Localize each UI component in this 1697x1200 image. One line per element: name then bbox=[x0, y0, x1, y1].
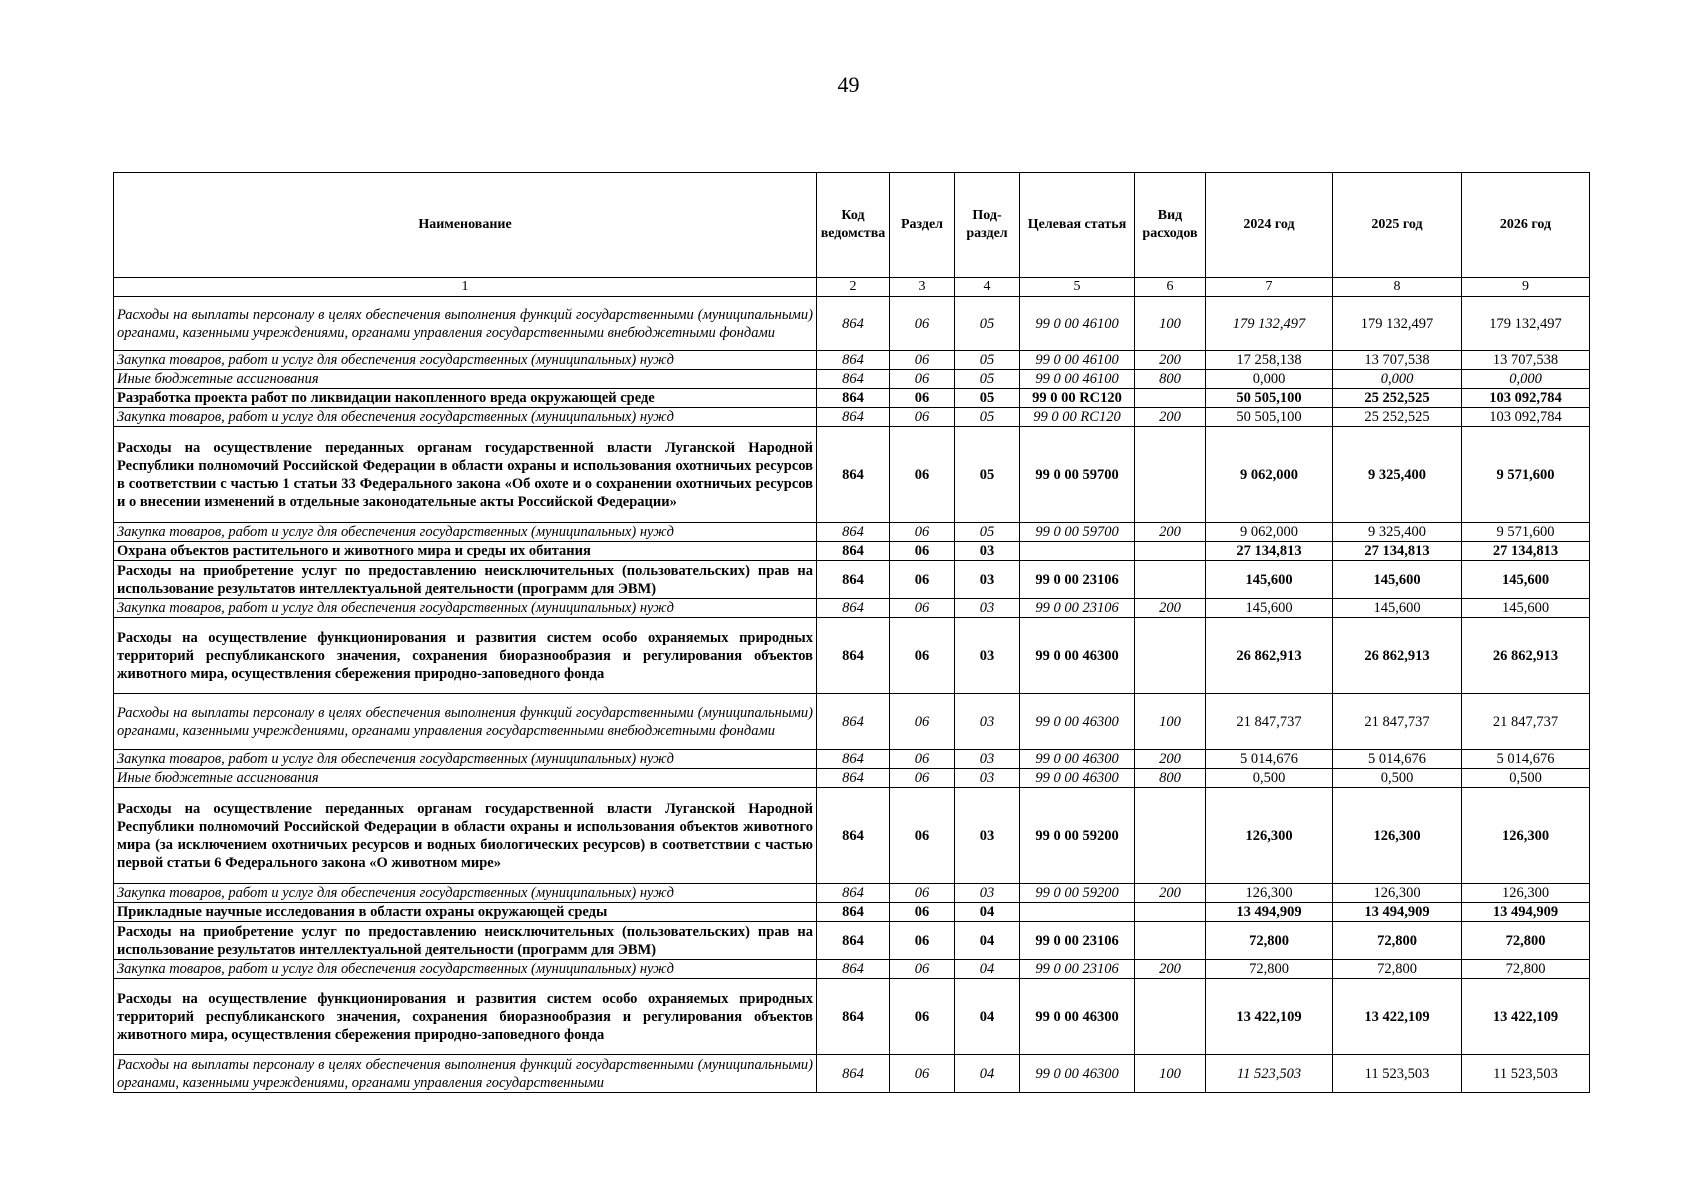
row-value-2024: 9 062,000 bbox=[1206, 427, 1333, 523]
row-vid: 800 bbox=[1135, 370, 1206, 389]
row-code: 864 bbox=[817, 788, 890, 884]
row-value-2026: 13 494,909 bbox=[1462, 903, 1590, 922]
table-row bbox=[114, 884, 1590, 903]
table-row bbox=[114, 618, 1590, 694]
row-vid bbox=[1135, 542, 1206, 561]
table-row bbox=[114, 769, 1590, 788]
row-code: 864 bbox=[817, 408, 890, 427]
column-number-row bbox=[114, 278, 1590, 297]
row-vid: 200 bbox=[1135, 351, 1206, 370]
row-value-2025: 126,300 bbox=[1333, 788, 1462, 884]
row-code: 864 bbox=[817, 618, 890, 694]
row-razdel: 06 bbox=[890, 922, 955, 960]
row-value-2024: 9 062,000 bbox=[1206, 523, 1333, 542]
row-podrazdel: 04 bbox=[955, 960, 1020, 979]
row-vid: 100 bbox=[1135, 694, 1206, 750]
row-code: 864 bbox=[817, 561, 890, 599]
row-target: 99 0 00 46300 bbox=[1020, 694, 1135, 750]
row-razdel: 06 bbox=[890, 523, 955, 542]
row-target: 99 0 00 46100 bbox=[1020, 370, 1135, 389]
row-value-2024: 72,800 bbox=[1206, 922, 1333, 960]
row-podrazdel: 03 bbox=[955, 599, 1020, 618]
row-podrazdel: 05 bbox=[955, 370, 1020, 389]
table-row bbox=[114, 370, 1590, 389]
row-value-2025: 13 422,109 bbox=[1333, 979, 1462, 1055]
table-row bbox=[114, 389, 1590, 408]
column-number: 6 bbox=[1135, 278, 1206, 297]
row-vid: 200 bbox=[1135, 750, 1206, 769]
column-number: 8 bbox=[1333, 278, 1462, 297]
header-name: Наименование bbox=[114, 173, 817, 278]
row-value-2026: 145,600 bbox=[1462, 599, 1590, 618]
row-target: 99 0 00 46300 bbox=[1020, 769, 1135, 788]
row-razdel: 06 bbox=[890, 427, 955, 523]
row-razdel: 06 bbox=[890, 750, 955, 769]
row-razdel: 06 bbox=[890, 788, 955, 884]
row-vid bbox=[1135, 561, 1206, 599]
row-razdel: 06 bbox=[890, 769, 955, 788]
row-code: 864 bbox=[817, 523, 890, 542]
row-podrazdel: 05 bbox=[955, 389, 1020, 408]
row-code: 864 bbox=[817, 542, 890, 561]
row-vid bbox=[1135, 903, 1206, 922]
row-podrazdel: 05 bbox=[955, 523, 1020, 542]
row-target: 99 0 00 23106 bbox=[1020, 960, 1135, 979]
row-target: 99 0 00 46300 bbox=[1020, 618, 1135, 694]
row-value-2024: 50 505,100 bbox=[1206, 389, 1333, 408]
row-podrazdel: 04 bbox=[955, 903, 1020, 922]
row-razdel: 06 bbox=[890, 960, 955, 979]
row-podrazdel: 03 bbox=[955, 542, 1020, 561]
row-value-2024: 72,800 bbox=[1206, 960, 1333, 979]
row-vid: 200 bbox=[1135, 960, 1206, 979]
row-value-2025: 145,600 bbox=[1333, 599, 1462, 618]
row-razdel: 06 bbox=[890, 903, 955, 922]
row-name: Закупка товаров, работ и услуг для обеспечения государственных (муниципальных) нужд bbox=[114, 960, 817, 979]
row-value-2026: 13 707,538 bbox=[1462, 351, 1590, 370]
row-razdel: 06 bbox=[890, 297, 955, 351]
row-razdel: 06 bbox=[890, 599, 955, 618]
row-name: Расходы на выплаты персоналу в целях обеспечения выполнения функций государственными (муниципальными) органами, казенными учреждениями, органами управления государственными внебюджетными фондами bbox=[114, 297, 817, 351]
header-vid: Вид расходов bbox=[1135, 173, 1206, 278]
row-value-2024: 26 862,913 bbox=[1206, 618, 1333, 694]
row-value-2024: 27 134,813 bbox=[1206, 542, 1333, 561]
row-podrazdel: 03 bbox=[955, 769, 1020, 788]
row-value-2025: 27 134,813 bbox=[1333, 542, 1462, 561]
row-podrazdel: 05 bbox=[955, 427, 1020, 523]
row-value-2024: 50 505,100 bbox=[1206, 408, 1333, 427]
column-number: 7 bbox=[1206, 278, 1333, 297]
column-number: 1 bbox=[114, 278, 817, 297]
row-value-2026: 0,500 bbox=[1462, 769, 1590, 788]
row-value-2026: 72,800 bbox=[1462, 960, 1590, 979]
budget-table bbox=[113, 172, 1590, 1093]
row-name: Прикладные научные исследования в области охраны окружающей среды bbox=[114, 903, 817, 922]
table-row bbox=[114, 542, 1590, 561]
row-name: Расходы на осуществление переданных органам государственной власти Луганской Народной Республики полномочий Российской Федерации в области охраны и использования объектов животного мира (за исключением охотничьих ресурсов и водных биологических ресурсов) в соответствии с частью первой статьи 6 Федерального закона «О животном мире» bbox=[114, 788, 817, 884]
row-target bbox=[1020, 542, 1135, 561]
row-value-2026: 72,800 bbox=[1462, 922, 1590, 960]
row-value-2024: 13 494,909 bbox=[1206, 903, 1333, 922]
row-code: 864 bbox=[817, 599, 890, 618]
row-vid: 100 bbox=[1135, 297, 1206, 351]
row-value-2024: 0,500 bbox=[1206, 769, 1333, 788]
row-vid: 800 bbox=[1135, 769, 1206, 788]
row-name: Закупка товаров, работ и услуг для обеспечения государственных (муниципальных) нужд bbox=[114, 351, 817, 370]
row-razdel: 06 bbox=[890, 1055, 955, 1093]
row-razdel: 06 bbox=[890, 618, 955, 694]
row-value-2024: 145,600 bbox=[1206, 599, 1333, 618]
row-value-2025: 5 014,676 bbox=[1333, 750, 1462, 769]
row-podrazdel: 03 bbox=[955, 750, 1020, 769]
row-value-2024: 17 258,138 bbox=[1206, 351, 1333, 370]
row-code: 864 bbox=[817, 960, 890, 979]
table-row bbox=[114, 297, 1590, 351]
table-row bbox=[114, 788, 1590, 884]
row-target: 99 0 00 46300 bbox=[1020, 1055, 1135, 1093]
header-2026: 2026 год bbox=[1462, 173, 1590, 278]
row-podrazdel: 04 bbox=[955, 1055, 1020, 1093]
column-number: 5 bbox=[1020, 278, 1135, 297]
row-vid: 200 bbox=[1135, 523, 1206, 542]
row-code: 864 bbox=[817, 884, 890, 903]
row-value-2026: 13 422,109 bbox=[1462, 979, 1590, 1055]
row-name: Разработка проекта работ по ликвидации накопленного вреда окружающей среде bbox=[114, 389, 817, 408]
row-name: Закупка товаров, работ и услуг для обеспечения государственных (муниципальных) нужд bbox=[114, 523, 817, 542]
row-target: 99 0 00 23106 bbox=[1020, 922, 1135, 960]
row-code: 864 bbox=[817, 769, 890, 788]
table-row bbox=[114, 351, 1590, 370]
table-row bbox=[114, 979, 1590, 1055]
table-row bbox=[114, 523, 1590, 542]
row-value-2026: 126,300 bbox=[1462, 884, 1590, 903]
row-target: 99 0 00 RC120 bbox=[1020, 408, 1135, 427]
header-2025: 2025 год bbox=[1333, 173, 1462, 278]
row-value-2026: 179 132,497 bbox=[1462, 297, 1590, 351]
row-podrazdel: 04 bbox=[955, 922, 1020, 960]
row-code: 864 bbox=[817, 903, 890, 922]
row-code: 864 bbox=[817, 427, 890, 523]
row-value-2025: 72,800 bbox=[1333, 922, 1462, 960]
row-value-2025: 126,300 bbox=[1333, 884, 1462, 903]
row-target bbox=[1020, 903, 1135, 922]
table-body bbox=[114, 297, 1590, 1093]
row-razdel: 06 bbox=[890, 979, 955, 1055]
row-podrazdel: 03 bbox=[955, 788, 1020, 884]
row-razdel: 06 bbox=[890, 370, 955, 389]
row-podrazdel: 03 bbox=[955, 618, 1020, 694]
row-podrazdel: 03 bbox=[955, 884, 1020, 903]
row-podrazdel: 03 bbox=[955, 561, 1020, 599]
row-vid: 200 bbox=[1135, 884, 1206, 903]
row-vid: 200 bbox=[1135, 408, 1206, 427]
row-value-2026: 126,300 bbox=[1462, 788, 1590, 884]
row-code: 864 bbox=[817, 979, 890, 1055]
row-target: 99 0 00 46100 bbox=[1020, 297, 1135, 351]
row-name: Закупка товаров, работ и услуг для обеспечения государственных (муниципальных) нужд bbox=[114, 750, 817, 769]
row-value-2026: 9 571,600 bbox=[1462, 523, 1590, 542]
row-code: 864 bbox=[817, 694, 890, 750]
row-value-2025: 72,800 bbox=[1333, 960, 1462, 979]
row-podrazdel: 05 bbox=[955, 351, 1020, 370]
row-value-2025: 13 494,909 bbox=[1333, 903, 1462, 922]
row-value-2025: 25 252,525 bbox=[1333, 408, 1462, 427]
column-number: 2 bbox=[817, 278, 890, 297]
row-podrazdel: 05 bbox=[955, 297, 1020, 351]
table-row bbox=[114, 1055, 1590, 1093]
row-value-2025: 0,000 bbox=[1333, 370, 1462, 389]
row-target: 99 0 00 59700 bbox=[1020, 427, 1135, 523]
row-code: 864 bbox=[817, 297, 890, 351]
table-row bbox=[114, 922, 1590, 960]
row-value-2026: 26 862,913 bbox=[1462, 618, 1590, 694]
row-name: Расходы на осуществление функционирования и развития систем особо охраняемых природных территорий республиканского значения, сохранения биоразнообразия и регулирования объектов животного мира, осуществления сбережения природно-заповедного фонда bbox=[114, 979, 817, 1055]
row-value-2024: 179 132,497 bbox=[1206, 297, 1333, 351]
table-row bbox=[114, 750, 1590, 769]
row-target: 99 0 00 46300 bbox=[1020, 979, 1135, 1055]
row-value-2024: 5 014,676 bbox=[1206, 750, 1333, 769]
row-razdel: 06 bbox=[890, 694, 955, 750]
row-vid bbox=[1135, 922, 1206, 960]
row-value-2025: 21 847,737 bbox=[1333, 694, 1462, 750]
row-value-2025: 26 862,913 bbox=[1333, 618, 1462, 694]
row-value-2024: 11 523,503 bbox=[1206, 1055, 1333, 1093]
row-razdel: 06 bbox=[890, 408, 955, 427]
row-target: 99 0 00 46300 bbox=[1020, 750, 1135, 769]
row-vid bbox=[1135, 979, 1206, 1055]
header-row bbox=[114, 173, 1590, 278]
row-value-2026: 5 014,676 bbox=[1462, 750, 1590, 769]
row-name: Расходы на выплаты персоналу в целях обеспечения выполнения функций государственными (муниципальными) органами, казенными учреждениями, органами управления государственными внебюджетными фондами bbox=[114, 694, 817, 750]
row-code: 864 bbox=[817, 922, 890, 960]
row-value-2026: 27 134,813 bbox=[1462, 542, 1590, 561]
header-2024: 2024 год bbox=[1206, 173, 1333, 278]
row-value-2026: 145,600 bbox=[1462, 561, 1590, 599]
row-target: 99 0 00 RC120 bbox=[1020, 389, 1135, 408]
row-value-2025: 9 325,400 bbox=[1333, 427, 1462, 523]
header-code: Код ведомства bbox=[817, 173, 890, 278]
row-vid bbox=[1135, 389, 1206, 408]
row-name: Закупка товаров, работ и услуг для обеспечения государственных (муниципальных) нужд bbox=[114, 884, 817, 903]
page-number: 49 bbox=[837, 72, 860, 97]
row-podrazdel: 03 bbox=[955, 694, 1020, 750]
row-value-2024: 21 847,737 bbox=[1206, 694, 1333, 750]
row-razdel: 06 bbox=[890, 389, 955, 408]
row-value-2024: 145,600 bbox=[1206, 561, 1333, 599]
row-code: 864 bbox=[817, 351, 890, 370]
row-code: 864 bbox=[817, 750, 890, 769]
row-target: 99 0 00 23106 bbox=[1020, 561, 1135, 599]
row-podrazdel: 05 bbox=[955, 408, 1020, 427]
row-razdel: 06 bbox=[890, 884, 955, 903]
row-target: 99 0 00 59200 bbox=[1020, 884, 1135, 903]
row-name: Закупка товаров, работ и услуг для обеспечения государственных (муниципальных) нужд bbox=[114, 408, 817, 427]
row-name: Расходы на осуществление переданных органам государственной власти Луганской Народной Республики полномочий Российской Федерации в области охраны и использования охотничьих ресурсов в соответствии с частью 1 статьи 33 Федерального закона «Об охоте и о сохранении охотничьих ресурсов и о внесении изменений в отдельные законодательные акты Российской Федерации» bbox=[114, 427, 817, 523]
row-name: Иные бюджетные ассигнования bbox=[114, 370, 817, 389]
column-number: 3 bbox=[890, 278, 955, 297]
row-vid: 200 bbox=[1135, 599, 1206, 618]
header-podrazdel: Под-раздел bbox=[955, 173, 1020, 278]
table-row bbox=[114, 408, 1590, 427]
row-value-2026: 103 092,784 bbox=[1462, 389, 1590, 408]
row-value-2024: 13 422,109 bbox=[1206, 979, 1333, 1055]
row-value-2025: 9 325,400 bbox=[1333, 523, 1462, 542]
row-value-2025: 145,600 bbox=[1333, 561, 1462, 599]
row-code: 864 bbox=[817, 1055, 890, 1093]
row-name: Иные бюджетные ассигнования bbox=[114, 769, 817, 788]
row-razdel: 06 bbox=[890, 561, 955, 599]
row-razdel: 06 bbox=[890, 542, 955, 561]
row-code: 864 bbox=[817, 389, 890, 408]
row-vid bbox=[1135, 788, 1206, 884]
row-vid bbox=[1135, 618, 1206, 694]
row-code: 864 bbox=[817, 370, 890, 389]
row-value-2025: 179 132,497 bbox=[1333, 297, 1462, 351]
row-value-2026: 0,000 bbox=[1462, 370, 1590, 389]
row-vid: 100 bbox=[1135, 1055, 1206, 1093]
row-value-2026: 103 092,784 bbox=[1462, 408, 1590, 427]
row-name: Охрана объектов растительного и животного мира и среды их обитания bbox=[114, 542, 817, 561]
column-number: 9 bbox=[1462, 278, 1590, 297]
header-target: Целевая статья bbox=[1020, 173, 1135, 278]
table-row bbox=[114, 599, 1590, 618]
row-value-2026: 21 847,737 bbox=[1462, 694, 1590, 750]
table-row bbox=[114, 694, 1590, 750]
row-value-2024: 0,000 bbox=[1206, 370, 1333, 389]
row-value-2024: 126,300 bbox=[1206, 788, 1333, 884]
row-podrazdel: 04 bbox=[955, 979, 1020, 1055]
table-row bbox=[114, 903, 1590, 922]
row-value-2026: 11 523,503 bbox=[1462, 1055, 1590, 1093]
table-row bbox=[114, 561, 1590, 599]
row-value-2025: 13 707,538 bbox=[1333, 351, 1462, 370]
row-value-2025: 0,500 bbox=[1333, 769, 1462, 788]
row-name: Закупка товаров, работ и услуг для обеспечения государственных (муниципальных) нужд bbox=[114, 599, 817, 618]
row-value-2024: 126,300 bbox=[1206, 884, 1333, 903]
row-vid bbox=[1135, 427, 1206, 523]
row-value-2026: 9 571,600 bbox=[1462, 427, 1590, 523]
row-value-2025: 25 252,525 bbox=[1333, 389, 1462, 408]
table-row bbox=[114, 960, 1590, 979]
row-target: 99 0 00 59700 bbox=[1020, 523, 1135, 542]
table-row bbox=[114, 427, 1590, 523]
row-target: 99 0 00 46100 bbox=[1020, 351, 1135, 370]
row-value-2025: 11 523,503 bbox=[1333, 1055, 1462, 1093]
row-name: Расходы на выплаты персоналу в целях обеспечения выполнения функций государственными (муниципальными) органами, казенными учреждениями, органами управления государственными bbox=[114, 1055, 817, 1093]
row-name: Расходы на осуществление функционирования и развития систем особо охраняемых природных территорий республиканского значения, сохранения биоразнообразия и регулирования объектов животного мира, осуществления сбережения природно-заповедного фонда bbox=[114, 618, 817, 694]
row-target: 99 0 00 23106 bbox=[1020, 599, 1135, 618]
header-razdel: Раздел bbox=[890, 173, 955, 278]
row-name: Расходы на приобретение услуг по предоставлению неисключительных (пользовательских) прав на использование результатов интеллектуальной деятельности (программ для ЭВМ) bbox=[114, 561, 817, 599]
row-target: 99 0 00 59200 bbox=[1020, 788, 1135, 884]
column-number: 4 bbox=[955, 278, 1020, 297]
row-name: Расходы на приобретение услуг по предоставлению неисключительных (пользовательских) прав на использование результатов интеллектуальной деятельности (программ для ЭВМ) bbox=[114, 922, 817, 960]
row-razdel: 06 bbox=[890, 351, 955, 370]
